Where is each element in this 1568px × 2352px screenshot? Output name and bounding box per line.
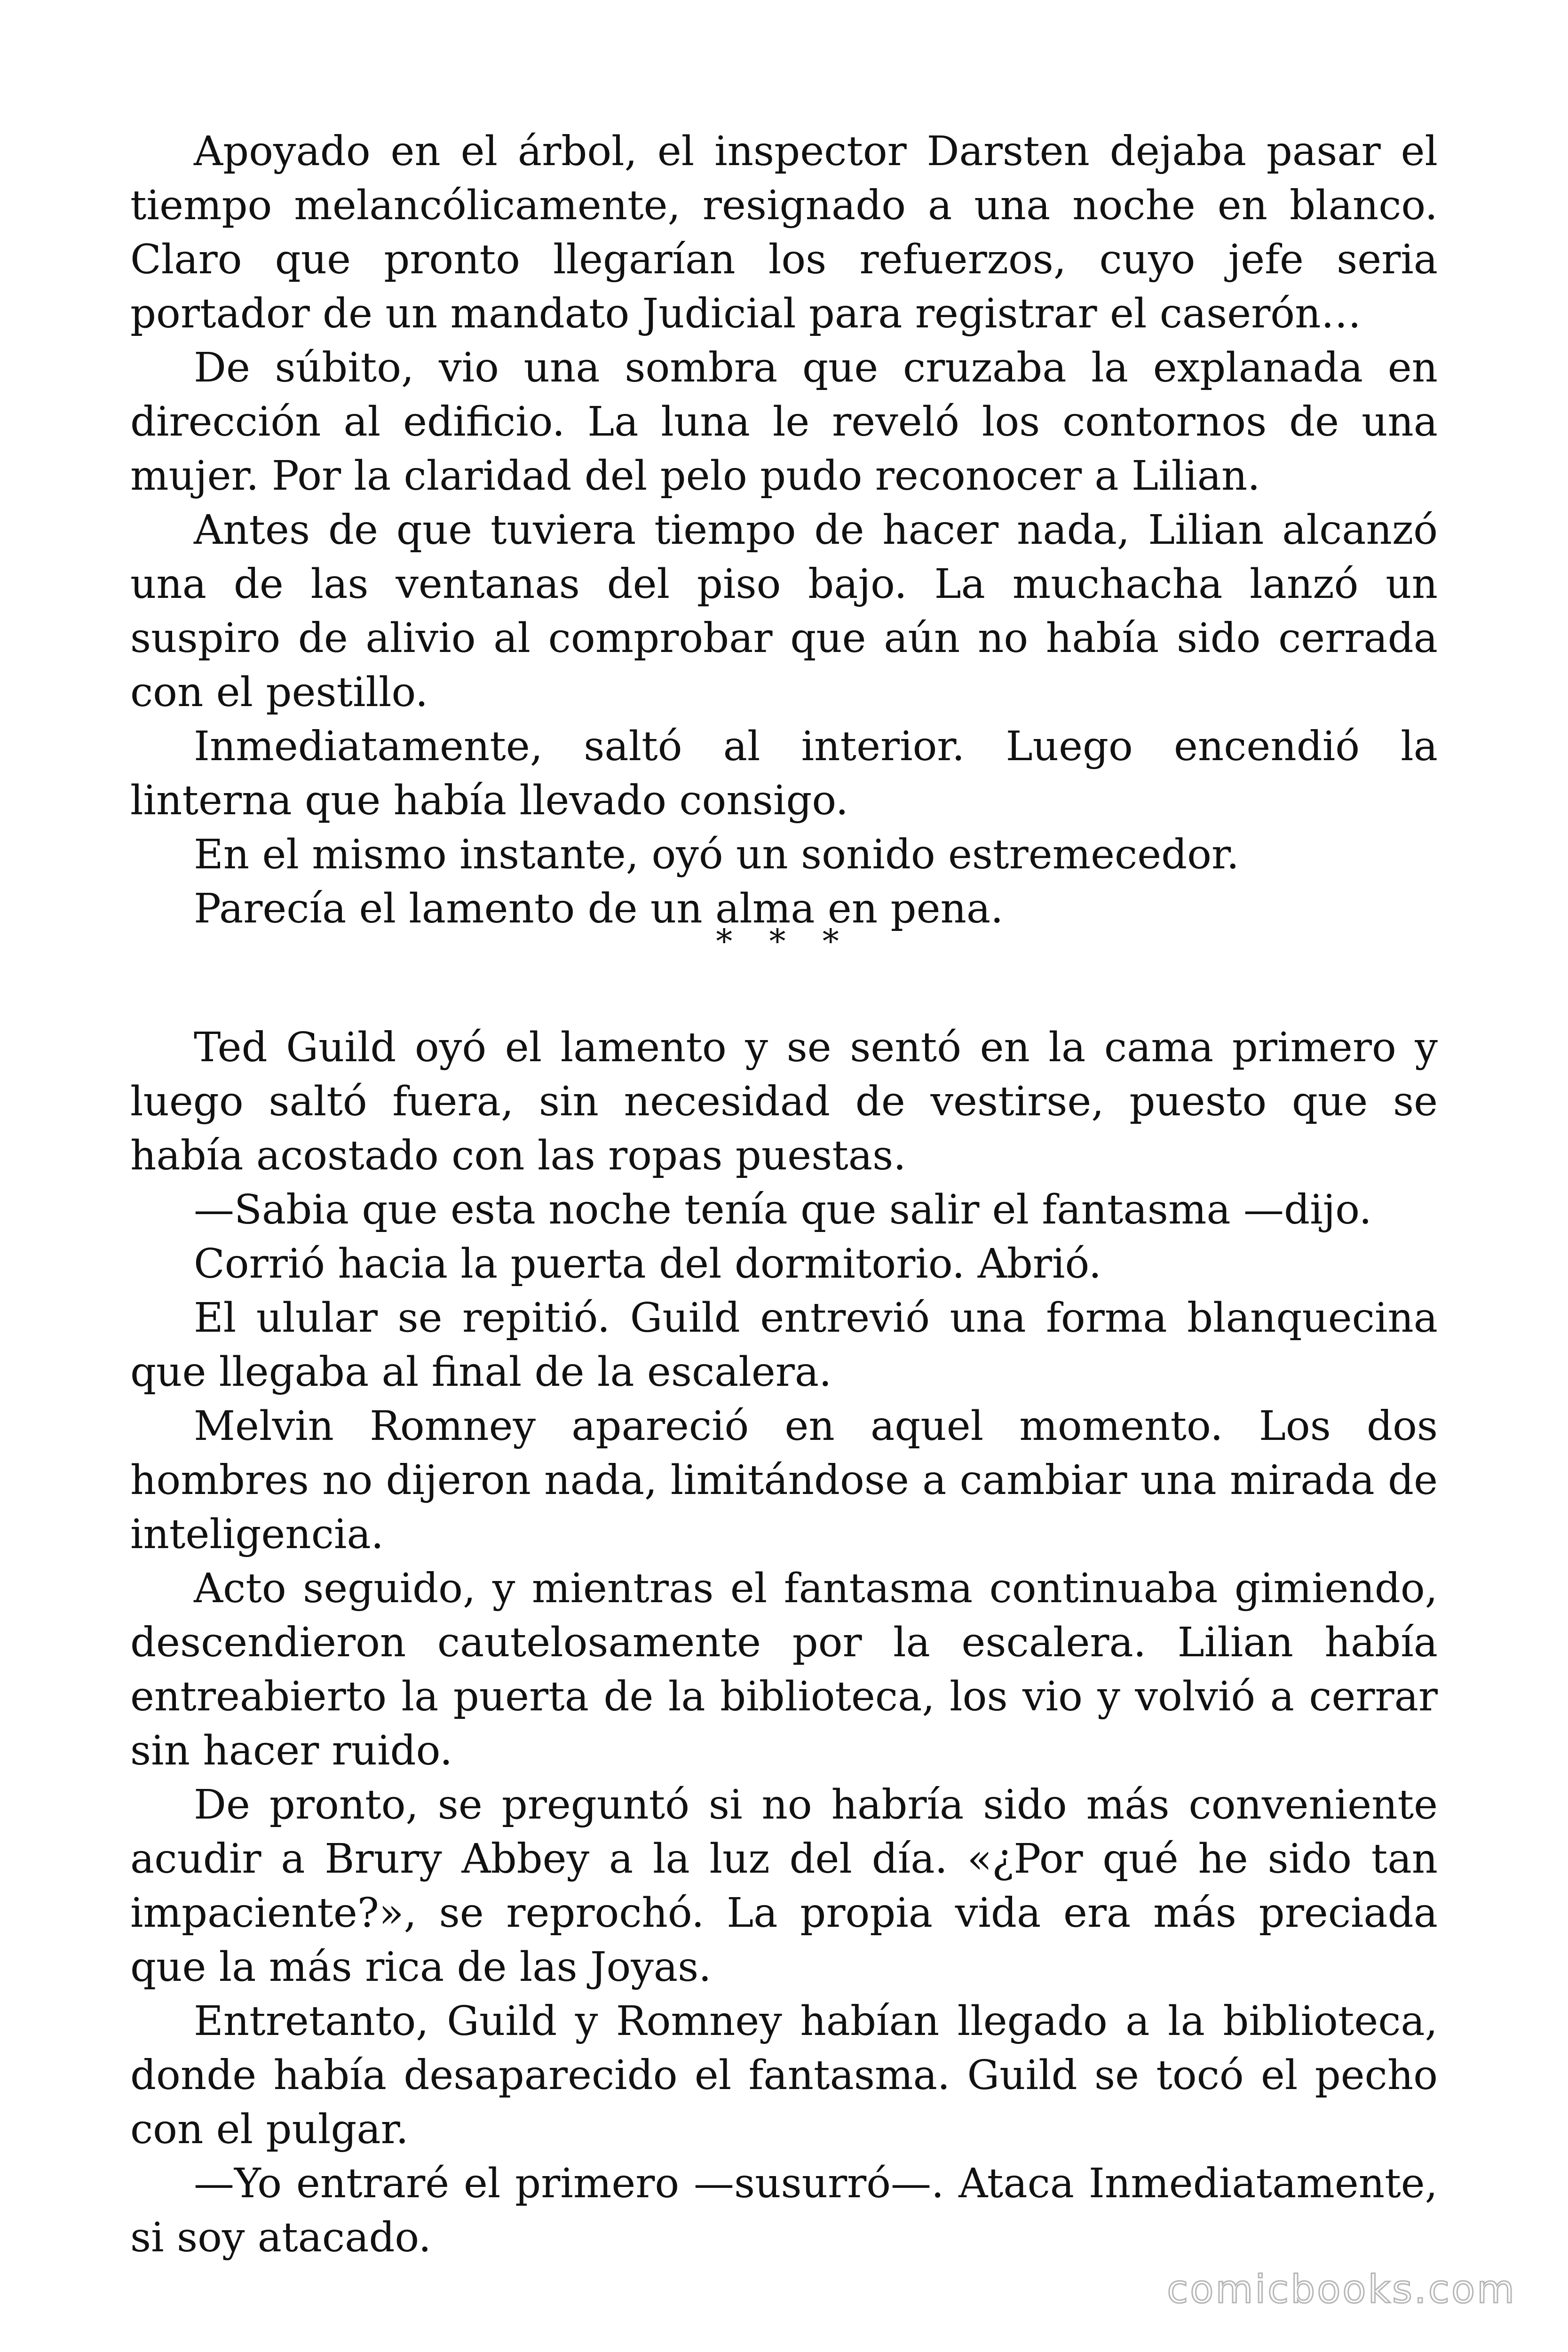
paragraph: —Sabia que esta noche tenía que salir el fantasma —dijo.: [194, 1186, 1372, 1233]
text-section-bottom: [130, 1021, 1438, 2265]
paragraph: Acto seguido, y mientras el fantasma continuaba gimiendo, descendieron cautelosamente por la escalera. Lilian había entreabierto la puerta de la biblioteca, los vio y volvió a cerrar sin hacer ruido.: [130, 1565, 1438, 1774]
paragraph: De pronto, se preguntó si no habría sido más conveniente acudir a Brury Abbey a la luz del día. «¿Por qué he sido tan impaciente?», se reprochó. La propia vida era más preciada que la más rica de las Joyas.: [130, 1781, 1438, 1991]
paragraph: En el mismo instante, oyó un sonido estremecedor.: [194, 831, 1239, 878]
paragraph: Ted Guild oyó el lamento y se sentó en la cama primero y luego saltó fuera, sin necesidad de vestirse, puesto que se había acostado con las ropas puestas.: [130, 1024, 1438, 1179]
paragraph: Antes de que tuviera tiempo de hacer nada, Lilian alcanzó una de las ventanas del piso bajo. La muchacha lanzó un suspiro de alivio al comprobar que aún no había sido cerrada con el pestillo.: [130, 507, 1438, 716]
watermark: comicbooks.com: [1167, 2267, 1516, 2312]
paragraph: Inmediatamente, saltó al interior. Luego encendió la linterna que había llevado consigo.: [130, 723, 1438, 824]
text-section-top: [130, 125, 1438, 936]
paragraph: De súbito, vio una sombra que cruzaba la explanada en dirección al edificio. La luna le reveló los contornos de una mujer. Por la claridad del pelo pudo reconocer a Lilian.: [130, 344, 1438, 500]
paragraph: Melvin Romney apareció en aquel momento. Los dos hombres no dijeron nada, limitándose a cambiar una mirada de inteligencia.: [130, 1403, 1438, 1558]
paragraph: Corrió hacia la puerta del dormitorio. Abrió.: [194, 1240, 1102, 1287]
section-separator: * * *: [716, 922, 852, 961]
paragraph: Entretanto, Guild y Romney habían llegado a la biblioteca, donde había desaparecido el fantasma. Guild se tocó el pecho con el pulgar.: [130, 1998, 1438, 2153]
paragraph: —Yo entraré el primero —susurró—. Ataca Inmediatamente, si soy atacado.: [130, 2160, 1438, 2261]
paragraph: Parecía el lamento de un alma en pena.: [194, 885, 1004, 932]
paragraph: El ulular se repitió. Guild entrevió una forma blanquecina que llegaba al final de la escalera.: [130, 1295, 1438, 1396]
paragraph: Apoyado en el árbol, el inspector Darsten dejaba pasar el tiempo melancólicamente, resignado a una noche en blanco. Claro que pronto llegarían los refuerzos, cuyo jefe seria portador de un mandato Judicial para registrar el caserón…: [130, 128, 1438, 337]
